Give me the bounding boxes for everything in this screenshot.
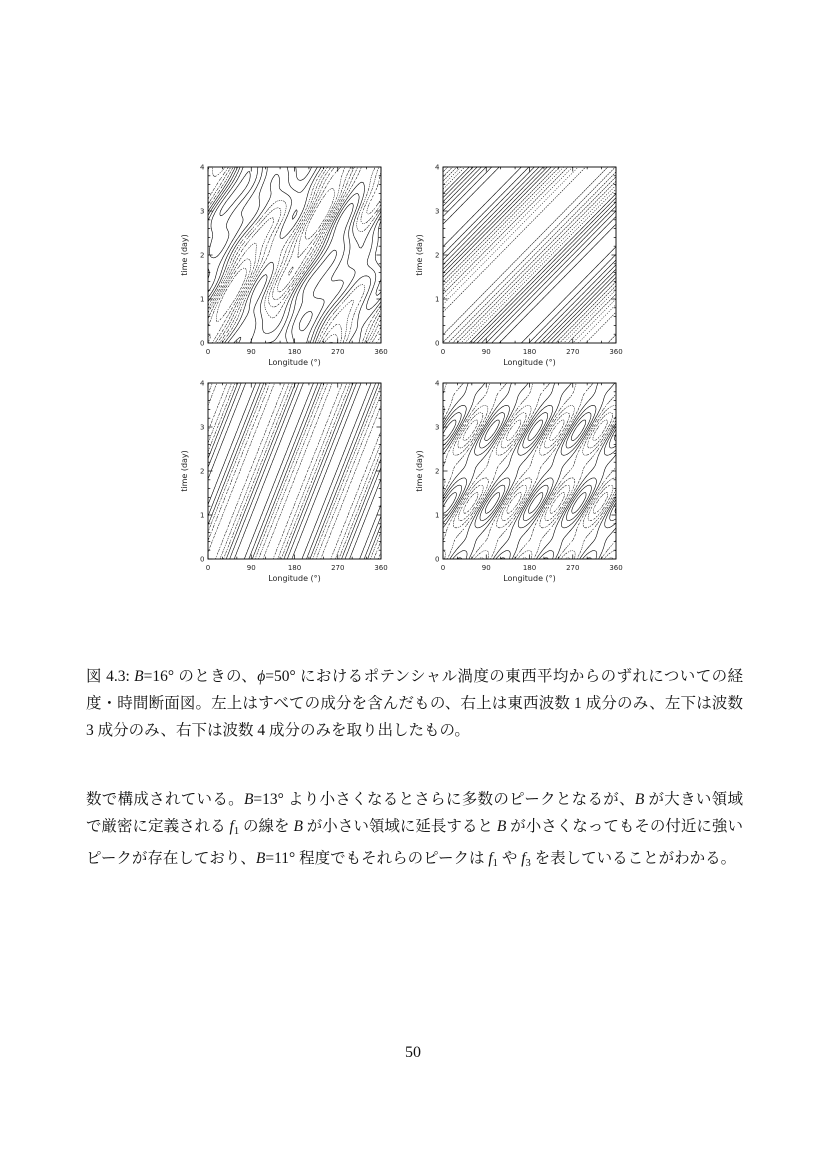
x-tick-label: 270 <box>331 564 345 572</box>
x-axis-label: Longitude (°) <box>268 358 321 367</box>
y-tick-label: 2 <box>200 251 205 260</box>
y-tick-label: 1 <box>435 511 440 520</box>
x-tick-label: 0 <box>205 348 211 356</box>
text-segment: を表していることがわかる。 <box>530 849 737 867</box>
text-segment: の線を <box>239 818 294 835</box>
contour-plot-wavenumber-3 <box>173 378 413 602</box>
y-tick-label: 1 <box>435 295 440 304</box>
x-tick-label: 180 <box>287 348 302 356</box>
text-segment: B <box>255 849 266 867</box>
text-segment: B <box>134 668 144 685</box>
contour-chart <box>173 162 413 386</box>
text-segment: ϕ <box>257 668 266 685</box>
x-tick-label: 90 <box>246 564 256 572</box>
x-tick-label: 270 <box>331 348 345 356</box>
text-segment: 数で構成されている。 <box>86 791 244 808</box>
x-tick-label: 270 <box>566 564 580 572</box>
y-tick-label: 3 <box>435 207 440 216</box>
x-tick-label: 0 <box>440 564 446 572</box>
y-axis-label: time (day) <box>180 450 189 492</box>
x-tick-label: 270 <box>566 348 580 356</box>
y-tick-label: 4 <box>435 379 440 388</box>
x-tick-label: 360 <box>609 564 623 572</box>
text-segment: 3 <box>525 857 531 869</box>
text-segment: f <box>229 818 234 835</box>
y-tick-label: 4 <box>200 163 205 172</box>
contour-chart <box>408 162 648 386</box>
plot-frame <box>208 167 381 343</box>
y-axis-label: time (day) <box>415 234 424 276</box>
contour-plot-wavenumber-1 <box>408 162 648 386</box>
y-tick-label: 2 <box>200 467 205 476</box>
y-tick-label: 1 <box>200 295 205 304</box>
y-tick-label: 3 <box>200 207 205 216</box>
x-axis-label: Longitude (°) <box>503 574 556 583</box>
text-segment: =16° のときの、 <box>143 668 258 685</box>
x-axis-label: Longitude (°) <box>268 574 321 583</box>
text-segment: 1 <box>492 857 498 869</box>
text-segment: 図 4.3: <box>86 668 135 685</box>
x-tick-label: 90 <box>246 348 256 356</box>
text-segment: =11° 程度でもそれらのピークは <box>265 849 489 867</box>
y-tick-label: 3 <box>435 423 440 432</box>
y-tick-label: 0 <box>435 555 440 564</box>
x-tick-label: 180 <box>287 564 302 572</box>
text-segment: B <box>293 818 303 835</box>
y-tick-label: 0 <box>200 339 205 348</box>
text-segment: B <box>243 791 254 808</box>
text-segment: や <box>497 849 522 867</box>
page-number: 50 <box>405 1044 421 1061</box>
text-segment: =50° におけるポテンシャル渦度の東西平均からのずれについての経度・時間断面図。左上はすべての成分を含んだもの、右上は東西波数 1 成分のみ、左下は波数 3 成分のみ、右下は波数 4 成分のみを取り出したもの。 <box>86 668 743 739</box>
x-tick-label: 360 <box>374 564 388 572</box>
contour-plot-all-components <box>173 162 413 386</box>
y-axis-label: time (day) <box>415 450 424 492</box>
y-tick-label: 4 <box>200 379 205 388</box>
contour-lines-negative <box>208 167 381 343</box>
text-segment: f <box>488 849 493 867</box>
contour-lines-positive <box>208 167 381 343</box>
text-segment: が大きい領域で厳密に定義される <box>86 791 743 835</box>
y-tick-label: 4 <box>435 163 440 172</box>
contour-chart <box>173 378 413 602</box>
y-axis-label: time (day) <box>180 234 189 276</box>
y-tick-label: 2 <box>435 251 440 260</box>
contour-plot-wavenumber-4 <box>408 378 648 602</box>
x-tick-label: 360 <box>609 348 623 356</box>
figure-caption <box>86 663 743 744</box>
contour-lines-negative <box>443 167 616 343</box>
text-segment: 1 <box>233 825 240 837</box>
text-segment: =13° より小さくなるとさらに多数のピークとなるが、 <box>253 791 635 808</box>
x-tick-label: 90 <box>481 348 491 356</box>
y-tick-label: 0 <box>200 555 205 564</box>
text-segment: が小さい領域に延長すると <box>302 818 497 835</box>
x-tick-label: 180 <box>522 564 537 572</box>
x-tick-label: 90 <box>481 564 491 572</box>
y-tick-label: 1 <box>200 511 205 520</box>
text-segment: B <box>496 818 507 835</box>
x-tick-label: 360 <box>374 348 388 356</box>
y-tick-label: 3 <box>200 423 205 432</box>
text-segment: B <box>634 791 645 808</box>
text-segment: f <box>521 849 526 867</box>
contour-chart <box>408 378 648 602</box>
text-segment: が小さくなってもその付近に強いピークが存在しており、 <box>86 818 743 867</box>
x-tick-label: 180 <box>522 348 537 356</box>
body-paragraph <box>86 786 743 877</box>
y-tick-label: 2 <box>435 467 440 476</box>
x-tick-label: 0 <box>205 564 211 572</box>
x-tick-label: 0 <box>440 348 446 356</box>
y-tick-label: 0 <box>435 339 440 348</box>
contour-lines-negative <box>443 383 616 559</box>
x-axis-label: Longitude (°) <box>503 358 556 367</box>
